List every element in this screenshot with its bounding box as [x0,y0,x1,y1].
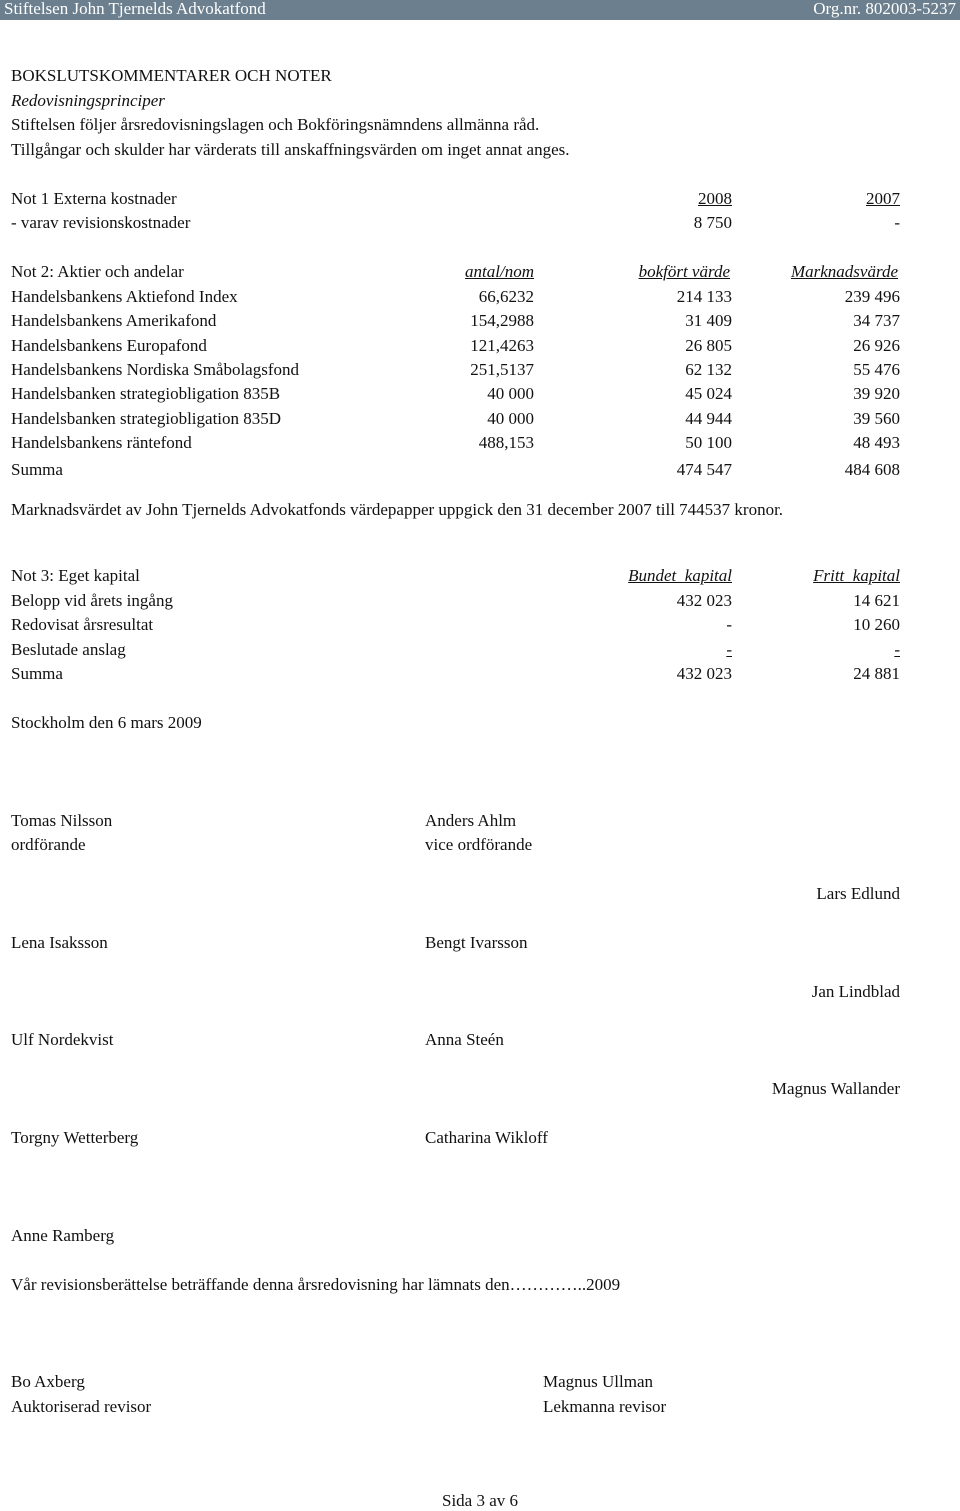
signatory-name: Lena Isaksson [11,933,108,952]
signatory-name: Torgny Wetterberg [11,1128,139,1147]
table-row-marknad: 48 493 [853,433,900,452]
table-row-antal: 40 000 [487,409,534,428]
table-row-name: Handelsbanken strategiobligation 835D [11,409,282,428]
note3-row-fritt: 14 621 [853,591,900,610]
note3-sum-label: Summa [11,664,63,683]
signatory-name: Lars Edlund [816,884,900,903]
table-row-marknad: 26 926 [853,336,900,355]
table-row-antal: 488,153 [478,433,534,452]
note3-row-label: Redovisat årsresultat [11,615,154,634]
table-row-bokfort: 45 024 [685,384,732,403]
note3-row-label: Beslutade anslag [11,640,126,659]
table-row-antal: 66,6232 [478,287,534,306]
note2-sum-label: Summa [11,460,63,479]
table-row-bokfort: 214 133 [676,287,732,306]
signatory-name: Catharina Wikloff [425,1128,548,1147]
note1-row-2007: - [894,213,900,232]
page-header [0,0,960,20]
table-row-antal: 154,2988 [470,311,534,330]
section-heading: BOKSLUTSKOMMENTARER OCH NOTER [11,66,332,85]
principles-line-2: Tillgångar och skulder har värderats till anskaffningsvärden om inget annat anges. [11,140,570,159]
note1-col-2007: 2007 [866,189,900,208]
note3-row-bundet: - [726,640,732,659]
table-row-antal: 121,4263 [470,336,534,355]
table-row-marknad: 55 476 [853,360,900,379]
note1-row-2008: 8 750 [693,213,732,232]
table-row-bokfort: 44 944 [685,409,732,428]
table-row-name: Handelsbankens Aktiefond Index [11,287,238,306]
note2-header-antal: antal/nom [465,262,534,281]
auditor-name: Bo Axberg [11,1372,85,1391]
principles-line-1: Stiftelsen följer årsredovisningslagen och Bokföringsnämndens allmänna råd. [11,115,540,134]
table-row-antal: 40 000 [487,384,534,403]
table-row-name: Handelsbankens Nordiska Småbolagsfond [11,360,300,379]
auditor-role: Lekmanna revisor [543,1397,667,1416]
note2-title: Not 2: Aktier och andelar [11,262,184,281]
note2-header-marknad: Marknadsvärde [790,262,898,281]
note3-row-fritt: - [894,640,900,659]
note2-sum-bokfort: 474 547 [676,460,732,479]
signatory-name: Anne Ramberg [11,1226,115,1245]
note1-row-label: - varav revisionskostnader [11,213,191,232]
note3-title: Not 3: Eget kapital [11,566,140,585]
table-row-bokfort: 62 132 [685,360,732,379]
table-row-bokfort: 31 409 [685,311,732,330]
note3-sum-fritt: 24 881 [853,664,900,683]
note2-header-bokfort: bokfört värde [638,262,730,281]
signatory-name: Ulf Nordekvist [11,1030,114,1049]
table-row-antal: 251,5137 [470,360,534,379]
note3-row-bundet: - [726,615,732,634]
table-row-name: Handelsbankens Amerikafond [11,311,217,330]
header-org-number: Org.nr. 802003-5237 [813,0,956,18]
note3-row-bundet: 432 023 [676,591,732,610]
note3-row-label: Belopp vid årets ingång [11,591,173,610]
note3-row-fritt: 10 260 [853,615,900,634]
auditor-role: Auktoriserad revisor [11,1397,152,1416]
signatory-role: vice ordförande [425,835,533,854]
table-row-bokfort: 50 100 [685,433,732,452]
header-organization: Stiftelsen John Tjernelds Advokatfond [4,0,266,18]
accounting-principles-heading: Redovisningsprinciper [11,91,165,110]
table-row-marknad: 39 560 [853,409,900,428]
note2-sum-marknad: 484 608 [844,460,900,479]
signatory-role: ordförande [11,835,86,854]
signatory-name: Anna Steén [425,1030,504,1049]
audit-statement: Vår revisionsberättelse beträffande denna årsredovisning har lämnats den…………..2009 [11,1275,621,1294]
table-row-name: Handelsbankens Europafond [11,336,207,355]
signatory-name: Magnus Wallander [771,1079,900,1098]
place-date: Stockholm den 6 mars 2009 [11,713,202,732]
note1-col-2008: 2008 [698,189,732,208]
note1-title: Not 1 Externa kostnader [11,189,177,208]
signatory-name: Tomas Nilsson [11,811,113,830]
market-value-note: Marknadsvärdet av John Tjernelds Advokatfonds värdepapper uppgick den 31 december 2007 till 744537 kronor. [11,500,784,519]
table-row-marknad: 34 737 [853,311,900,330]
signatory-name: Anders Ahlm [425,811,517,830]
table-row-marknad: 239 496 [844,287,900,306]
note3-sum-bundet: 432 023 [676,664,732,683]
note3-col-fritt: Fritt kapital [813,566,900,585]
page-number: Sida 3 av 6 [441,1491,519,1510]
note3-col-bundet: Bundet kapital [628,566,732,585]
table-row-bokfort: 26 805 [685,336,732,355]
signatory-name: Bengt Ivarsson [425,933,528,952]
table-row-name: Handelsbankens räntefond [11,433,192,452]
table-row-name: Handelsbanken strategiobligation 835B [11,384,281,403]
auditor-name: Magnus Ullman [543,1372,654,1391]
signatory-name: Jan Lindblad [811,982,900,1001]
table-row-marknad: 39 920 [853,384,900,403]
